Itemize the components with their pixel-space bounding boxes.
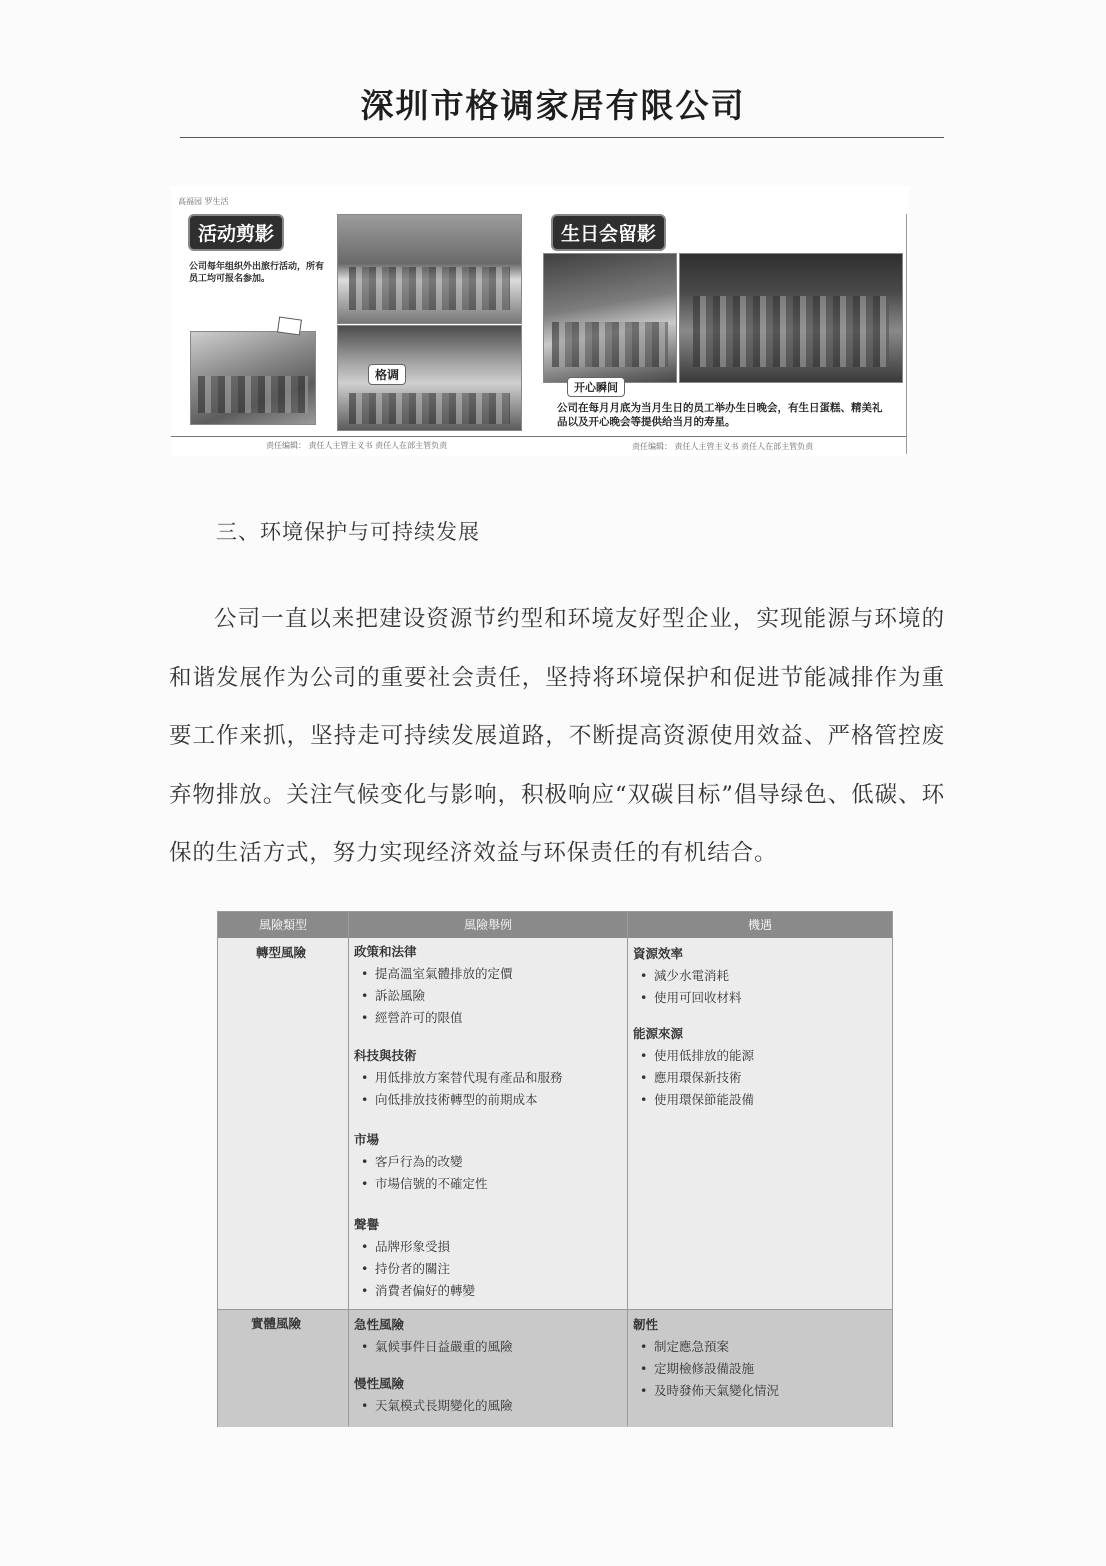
group-title: 能源來源: [633, 1026, 684, 1041]
tour-bus-photo: [337, 325, 522, 431]
risk-type-transition: 轉型風險: [256, 945, 307, 960]
banner-right-divider: [906, 214, 907, 454]
birthday-cake-photo: [543, 253, 677, 383]
section-paragraph: 公司一直以来把建设资源节约型和环境友好型企业，实现能源与环境的和谐发展作为公司的重要社会责任，坚持将环境保护和促进节能减排作为重要工作来抓，坚持走可持续发展道路，不断提高资源使用效益、严格管控废弃物排放。关注气候变化与影响，积极响应“双碳目标”倡导绿色、低碳、环保的生活方式，努力实现经济效益与环保责任的有机结合。: [169, 606, 945, 866]
group-figures: [349, 393, 510, 424]
list-item: • 使用可回收材料: [640, 987, 888, 1009]
group-title: 韌性: [633, 1317, 659, 1332]
banner-top-caption: 高福园 罗生活: [178, 197, 229, 206]
group-title: 市場: [354, 1132, 380, 1147]
header-risk-examples: 風險舉例: [349, 912, 627, 938]
group-title: 慢性風險: [354, 1376, 405, 1391]
list-item: • 用低排放方案替代現有產品和服務: [361, 1067, 622, 1089]
group-title: 聲譽: [354, 1217, 380, 1232]
header-opportunities: 機遇: [628, 912, 892, 938]
list-item: • 品牌形象受損: [361, 1236, 622, 1258]
list-item: • 定期檢修設備設施: [640, 1358, 888, 1380]
list-item: • 制定應急預案: [640, 1336, 888, 1358]
banner-footer-left: 责任编辑： 责任人主管主义书 责任人在部主管负责: [266, 441, 448, 450]
header-divider: [180, 137, 944, 138]
list-item: • 使用低排放的能源: [640, 1045, 888, 1067]
list-item: • 減少水電消耗: [640, 965, 888, 987]
company-name: 深圳市格调家居有限公司: [360, 86, 746, 125]
list-item: • 應用環保新技術: [640, 1067, 888, 1089]
group-figures: [198, 376, 307, 413]
happy-moment-label: 开心瞬间: [567, 377, 625, 397]
list-item: • 向低排放技術轉型的前期成本: [361, 1089, 622, 1111]
travel-group-photo: [190, 331, 316, 425]
list-item: • 市場信號的不確定性: [361, 1173, 622, 1195]
group-title: 政策和法律: [354, 944, 417, 959]
group-title: 科技與技術: [354, 1048, 417, 1063]
photo-sticker: [277, 317, 302, 336]
column-divider: [627, 912, 628, 1426]
column-divider: [348, 912, 349, 1426]
banner-bottom-divider: [171, 436, 907, 437]
group-title: 急性風險: [354, 1317, 405, 1332]
group-figures: [552, 322, 668, 367]
risk-table: [217, 911, 893, 1427]
risk-type-physical: 實體風險: [251, 1316, 302, 1331]
activity-tag: 活动剪影: [188, 214, 284, 251]
bus-sign: 格调: [368, 364, 406, 385]
group-title: 資源效率: [633, 946, 684, 961]
transition-examples-cell: [354, 942, 622, 1302]
list-item: • 及時發佈天氣變化情況: [640, 1380, 888, 1402]
birthday-tag: 生日会留影: [551, 214, 666, 251]
transition-opportunities-cell: [633, 944, 888, 1111]
list-item: • 氣候事件日益嚴重的風險: [361, 1336, 622, 1358]
section-heading: 三、环境保护与可持续发展: [216, 520, 480, 544]
list-item: • 使用環保節能設備: [640, 1089, 888, 1111]
list-item: • 客戶行為的改變: [361, 1151, 622, 1173]
group-figures: [349, 267, 510, 310]
banner-footer-right: 责任编辑： 责任人主管主义书 责任人在部主管负责: [632, 442, 814, 451]
mountain-group-photo: [337, 214, 522, 324]
activity-caption: 公司每年组织外出旅行活动，所有员工均可报名参加。: [189, 262, 325, 284]
birthday-caption: 公司在每月月底为当月生日的员工举办生日晚会，有生日蛋糕、精美礼品以及开心晚会等提供给当月的寿星。: [557, 402, 883, 428]
physical-opportunities-cell: [633, 1315, 888, 1402]
list-item: • 天氣模式長期變化的風險: [361, 1395, 622, 1417]
birthday-group-photo: [679, 253, 903, 383]
list-item: • 消費者偏好的轉變: [361, 1280, 622, 1302]
physical-examples-cell: [354, 1315, 622, 1417]
header-risk-type: 風險類型: [218, 912, 348, 938]
list-item: • 經營許可的限值: [361, 1007, 622, 1029]
group-figures: [693, 296, 888, 366]
list-item: • 提高溫室氣體排放的定價: [361, 963, 622, 985]
list-item: • 訴訟風險: [361, 985, 622, 1007]
list-item: • 持份者的關注: [361, 1258, 622, 1280]
